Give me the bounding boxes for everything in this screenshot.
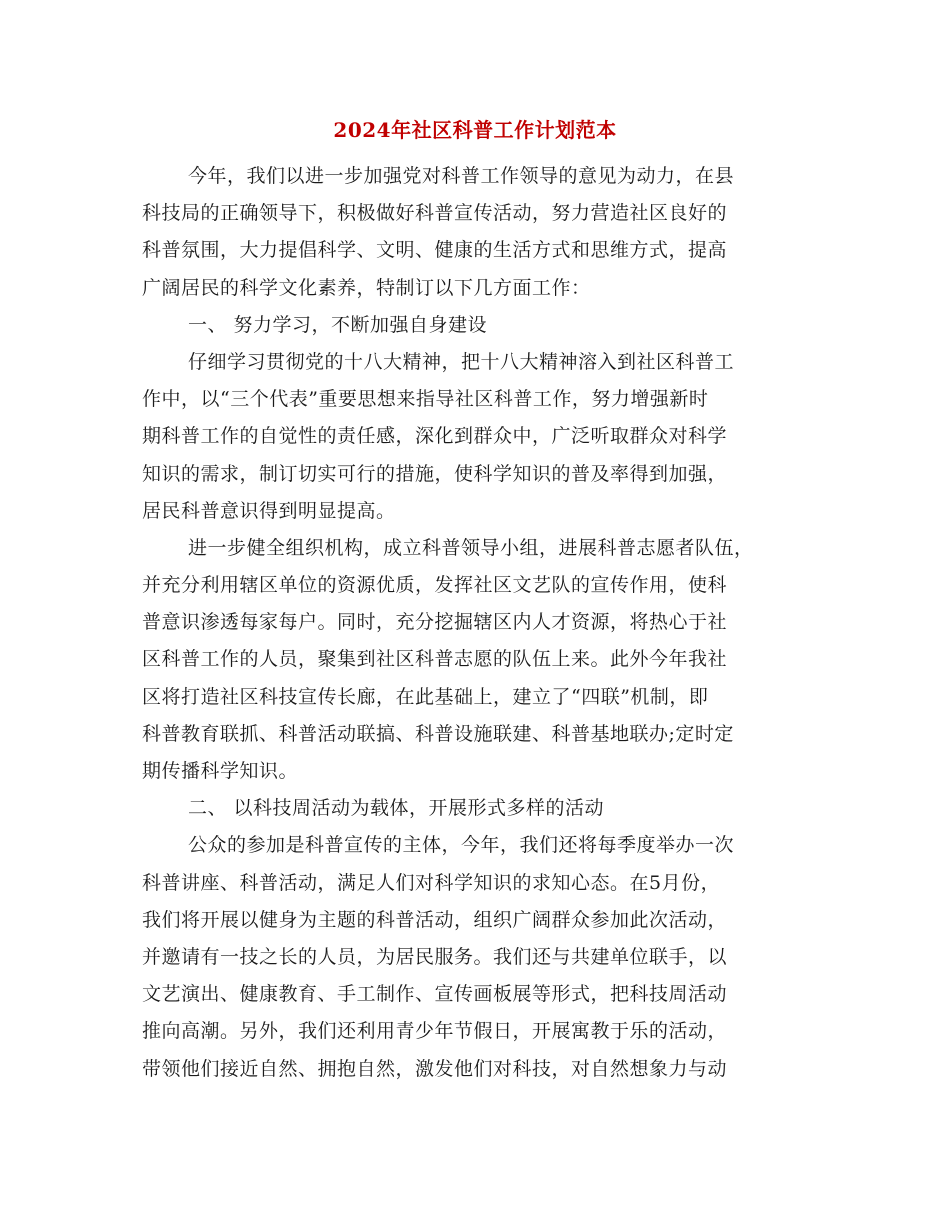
text-line: 我们将开展以健身为主题的科普活动，组织广阔群众参加此次活动，: [142, 908, 728, 931]
text-line: 二、 以科技周活动为载体，开展形式多样的活动: [188, 797, 605, 820]
text-line: 广阔居民的科学文化素养，特制订以下几方面工作：: [142, 276, 591, 299]
text-line: 进一步健全组织机构，成立科普领导小组，进展科普志愿者队伍，: [188, 536, 754, 559]
text-line: 文艺演出、健康教育、手工制作、宣传画板展等形式，把科技周活动: [142, 983, 728, 1006]
text-line: 一、 努力学习，不断加强自身建设: [188, 313, 488, 336]
text-line: 作中，以“三个代表”重要思想来指导社区科普工作，努力增强新时: [142, 388, 709, 411]
text-line: 区科普工作的人员，聚集到社区科普志愿的队伍上来。此外今年我社: [142, 648, 728, 671]
text-line: 知识的需求，制订切实可行的措施，使科学知识的普及率得到加强，: [142, 462, 728, 485]
text-line: 今年，我们以进一步加强党对科普工作领导的意见为动力，在县: [188, 165, 735, 187]
document-body: [142, 158, 808, 1088]
document-title: 2024年社区科普工作计划范本: [333, 118, 617, 142]
text-line: 科技局的正确领导下，积极做好科普宣传活动，努力营造社区良好的: [142, 202, 728, 225]
text-line: 仔细学习贯彻党的十八大精神，把十八大精神溶入到社区科普工: [188, 350, 735, 373]
text-line: 期科普工作的自觉性的责任感，深化到群众中，广泛听取群众对科学: [142, 425, 728, 448]
text-line: 科普氛围，大力提倡科学、文明、健康的生活方式和思维方式，提高: [142, 239, 728, 262]
text-line: 期传播科学知识。: [142, 760, 299, 782]
text-line: 公众的参加是科普宣传的主体，今年，我们还将每季度举办一次: [188, 834, 735, 857]
text-line: 带领他们接近自然、拥抱自然，激发他们对科技，对自然想象力与动: [142, 1057, 728, 1080]
text-line: 普意识渗透每家每户。同时，充分挖掘辖区内人才资源，将热心于社: [142, 611, 728, 634]
text-line: 区将打造社区科技宣传长廊，在此基础上，建立了“四联”机制，即: [142, 685, 709, 708]
text-line: 并充分利用辖区单位的资源优质，发挥社区文艺队的宣传作用，使科: [142, 574, 728, 597]
text-line: 科普讲座、科普活动，满足人们对科学知识的求知心态。在5月份，: [142, 871, 721, 894]
text-line: 科普教育联抓、科普活动联搞、科普设施联建、科普基地联办;定时定: [142, 722, 734, 745]
text-line: 居民科普意识得到明显提高。: [142, 499, 396, 522]
text-line: 并邀请有一技之长的人员，为居民服务。我们还与共建单位联手，以: [142, 945, 728, 968]
text-line: 推向高潮。另外，我们还利用青少年节假日，开展寓教于乐的活动，: [142, 1020, 728, 1043]
